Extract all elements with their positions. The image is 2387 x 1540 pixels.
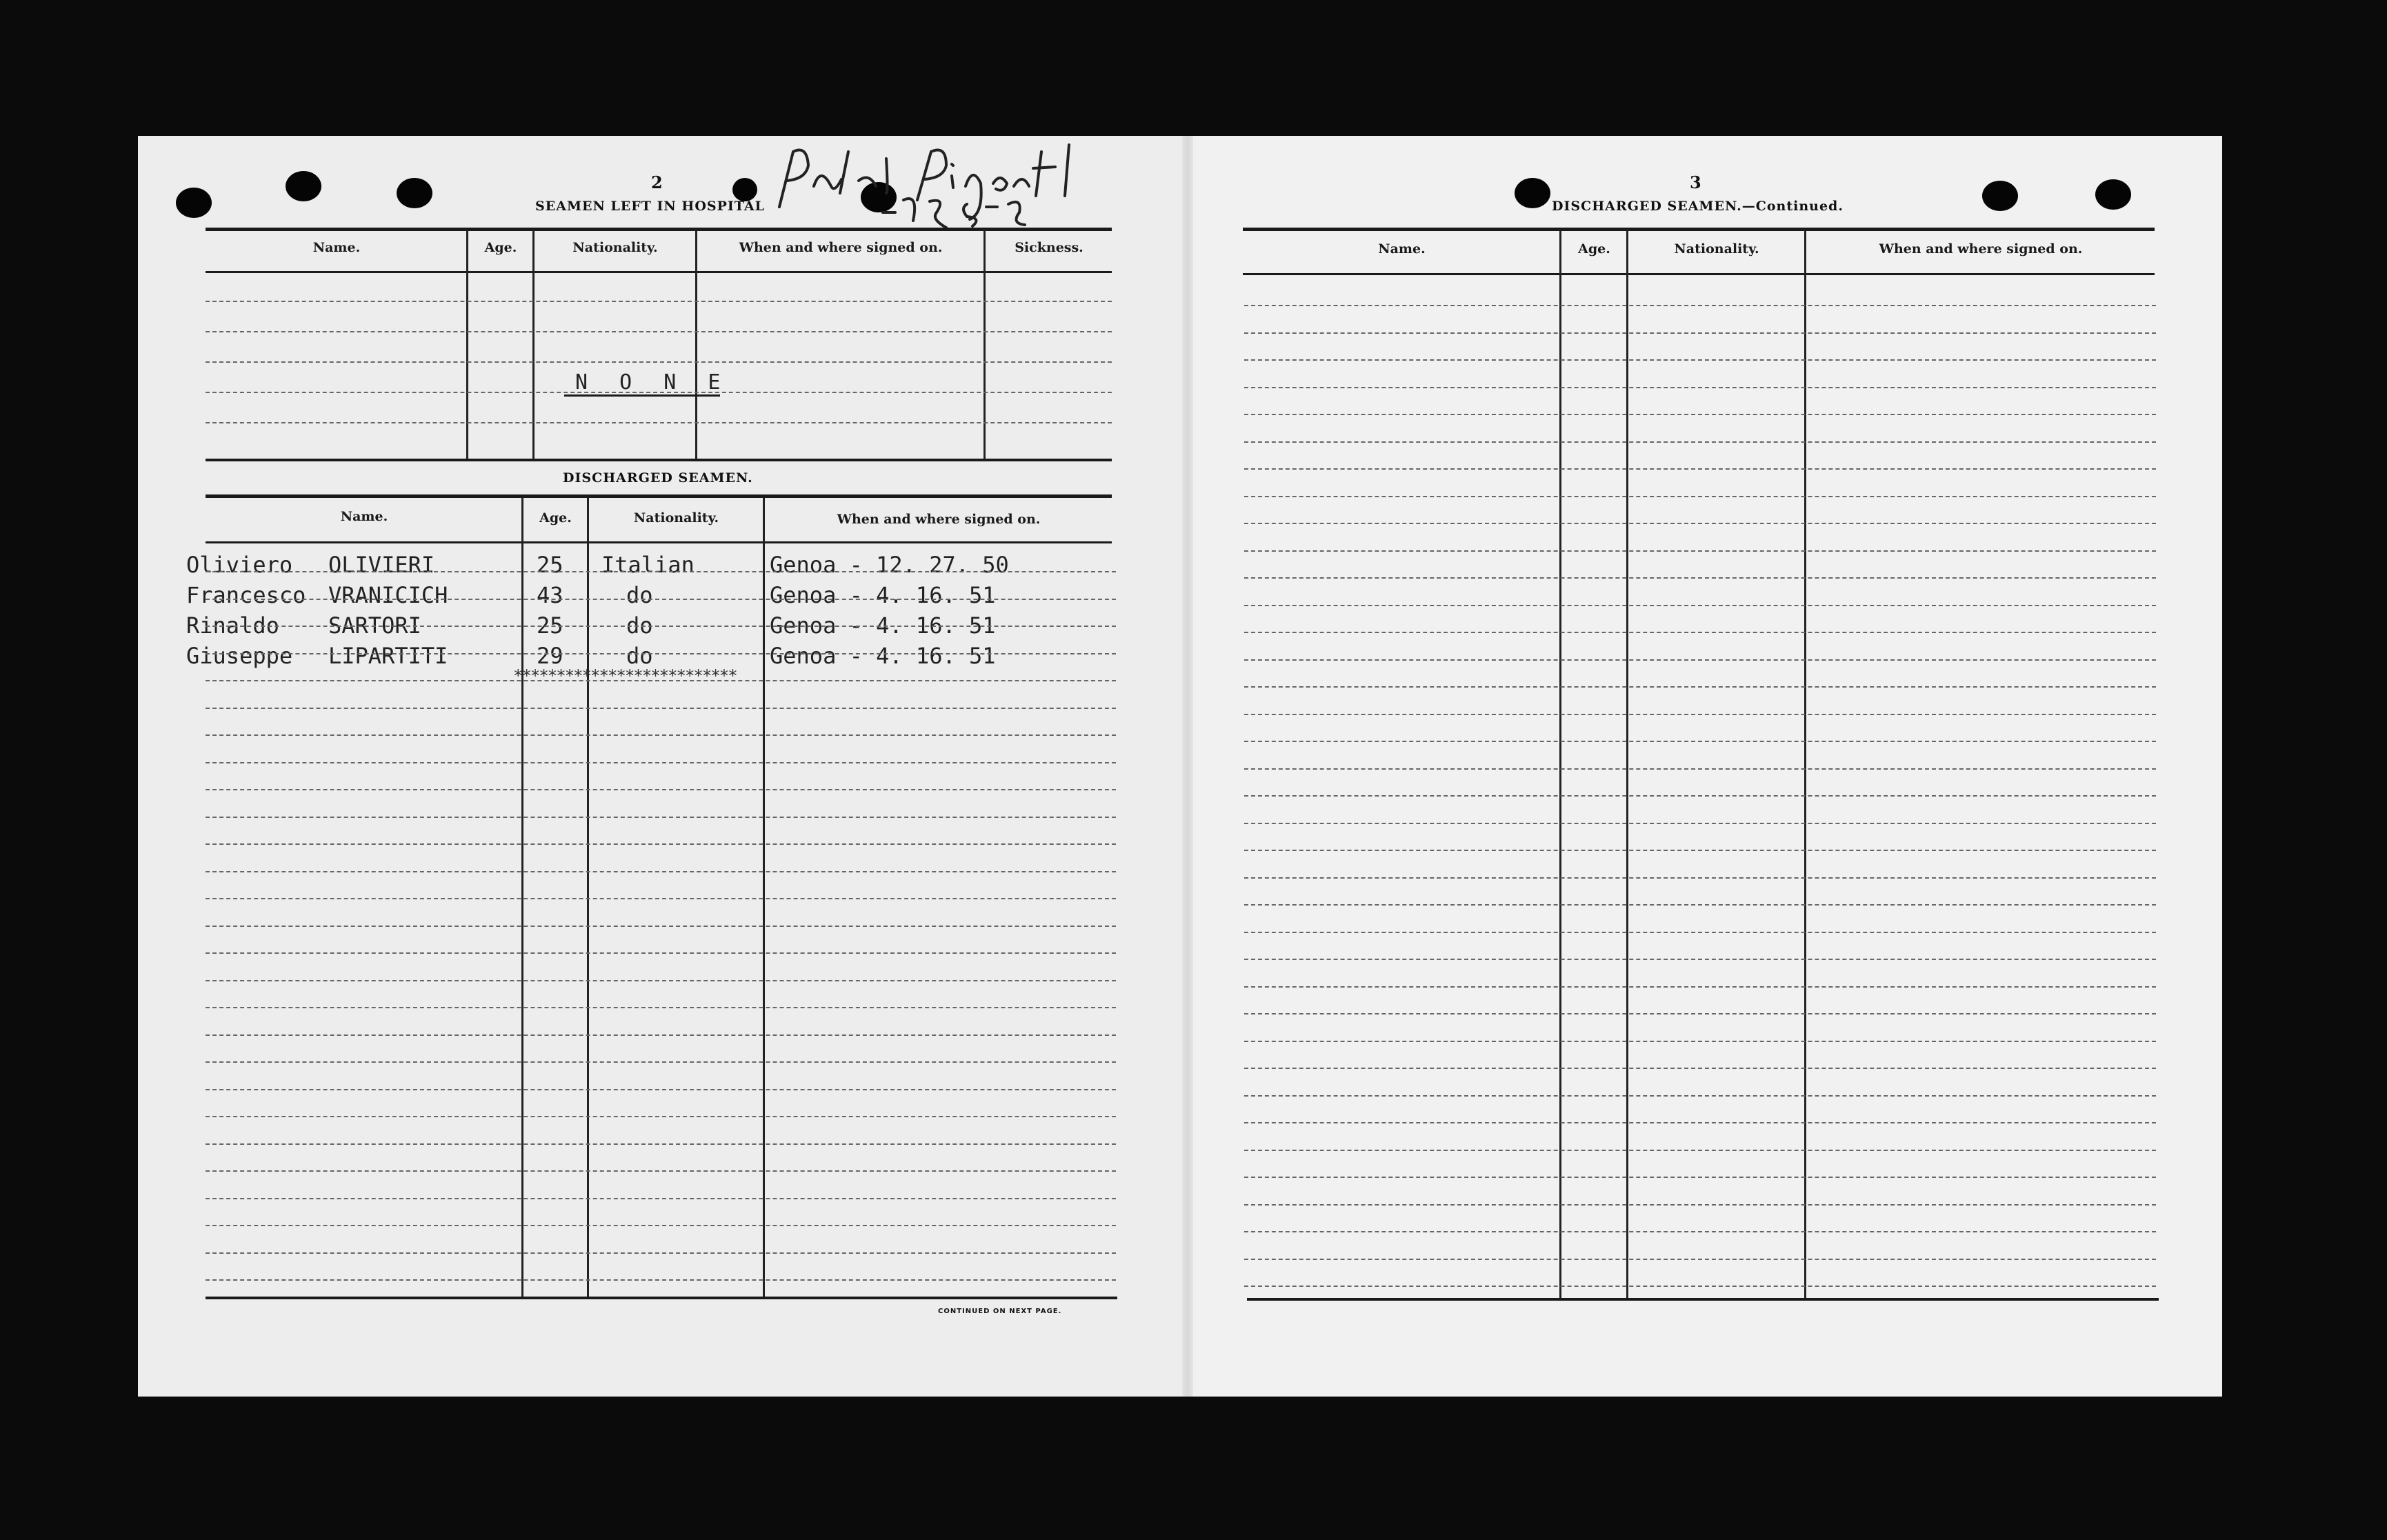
left-page (138, 136, 1188, 1397)
ruled-line (206, 1170, 1116, 1172)
seaman-signed-on: Genoa - 12. 27. 50 (770, 552, 1009, 578)
discharged-heading: DISCHARGED SEAMEN. (563, 470, 753, 486)
right-col-name: Name. (1378, 241, 1426, 257)
end-of-list-marker: ************************** (513, 666, 737, 686)
ruled-line (1244, 714, 2156, 715)
ruled-line (206, 926, 1116, 927)
ruled-line (206, 898, 1116, 899)
ruled-line (206, 952, 1116, 954)
seaman-age: 25 (537, 612, 563, 639)
ruled-line (206, 422, 1112, 423)
ruled-line (206, 789, 1116, 790)
right-col-divider (1804, 230, 1806, 1299)
ruled-line (1244, 523, 2156, 524)
seaman-last-name: VRANICICH (328, 582, 448, 608)
seaman-first-name: Giuseppe (186, 643, 293, 669)
ruled-line (1244, 1286, 2156, 1287)
ruled-line (206, 626, 1116, 627)
ruled-line (1244, 686, 2156, 688)
hospital-col-divider (532, 230, 535, 461)
seaman-first-name: Oliviero (186, 552, 293, 578)
ruled-line (1244, 959, 2156, 960)
ruled-line (1244, 605, 2156, 606)
seaman-nationality: do (626, 643, 653, 669)
ruled-line (1244, 441, 2156, 443)
seaman-signed-on: Genoa - 4. 16. 51 (770, 582, 996, 608)
ruled-line (1244, 1150, 2156, 1151)
punch-hole (397, 178, 432, 208)
seaman-nationality: do (626, 612, 653, 639)
seaman-last-name: OLIVIERI (328, 552, 435, 578)
right-col-signed-on: When and where signed on. (1879, 241, 2083, 257)
hospital-col-divider (466, 230, 468, 461)
ruled-line (1244, 414, 2156, 415)
ruled-line (206, 734, 1116, 736)
ruled-line (1244, 1013, 2156, 1014)
discharged-col-signed-on: When and where signed on. (837, 512, 1041, 527)
ruled-line (1244, 1041, 2156, 1042)
ruled-line (206, 1116, 1116, 1117)
ruled-line (206, 980, 1116, 981)
ruled-line (1244, 305, 2156, 306)
ruled-line (206, 871, 1116, 872)
hospital-none-underline (564, 394, 720, 397)
ruled-line (206, 843, 1116, 845)
ruled-line (1244, 496, 2156, 497)
ruled-line (1244, 741, 2156, 742)
ruled-line (1244, 1177, 2156, 1178)
seaman-signed-on: Genoa - 4. 16. 51 (770, 643, 996, 669)
ruled-line (206, 1198, 1116, 1199)
ruled-line (206, 361, 1112, 363)
hospital-table-bottom-rule (206, 459, 1112, 461)
hospital-col-name: Name. (312, 240, 361, 255)
discharged-col-nationality: Nationality. (633, 510, 719, 526)
ruled-line (1244, 823, 2156, 824)
seaman-first-name: Francesco (186, 582, 306, 608)
seaman-nationality: do (626, 582, 653, 608)
ruled-line (206, 571, 1116, 572)
hospital-header-rule (206, 271, 1112, 273)
ruled-line (1244, 795, 2156, 797)
right-col-divider (1626, 230, 1628, 1299)
ruled-line (1244, 577, 2156, 579)
punch-hole (176, 188, 212, 218)
hospital-col-sickness: Sickness. (1015, 240, 1083, 255)
right-page-heading: DISCHARGED SEAMEN.—Continued. (1552, 199, 1844, 214)
seaman-age: 29 (537, 643, 563, 669)
ruled-line (206, 1279, 1116, 1281)
right-col-nationality: Nationality. (1674, 241, 1759, 257)
punch-hole (1982, 181, 2018, 211)
ruled-line (206, 653, 1116, 654)
seaman-first-name: Rinaldo (186, 612, 279, 639)
ruled-line (206, 708, 1116, 709)
ruled-line (1244, 1204, 2156, 1206)
ruled-line (1244, 659, 2156, 661)
right-page (1188, 136, 2222, 1397)
hospital-table-top-rule (206, 228, 1112, 231)
ruled-line (1244, 850, 2156, 851)
seaman-age: 43 (537, 582, 563, 608)
ruled-line (206, 680, 1116, 681)
ruled-line (206, 762, 1116, 763)
left-page-number: 2 (651, 172, 663, 192)
ruled-line (206, 301, 1112, 302)
ruled-line (206, 599, 1116, 600)
page-fold (1182, 136, 1193, 1397)
ruled-line (1244, 986, 2156, 988)
ruled-line (206, 392, 1112, 393)
ruled-line (1244, 1231, 2156, 1232)
ruled-line (206, 1252, 1116, 1254)
seaman-last-name: SARTORI (328, 612, 421, 639)
right-col-divider (1559, 230, 1561, 1299)
hospital-heading: SEAMEN LEFT IN HOSPITAL (535, 199, 765, 214)
ruled-line (1244, 359, 2156, 361)
continued-footer: CONTINUED ON NEXT PAGE. (938, 1308, 1062, 1315)
signature (766, 138, 1124, 234)
ruled-line (1244, 550, 2156, 552)
ruled-line (206, 817, 1116, 818)
ruled-line (1244, 468, 2156, 470)
ruled-line (1244, 1259, 2156, 1260)
seaman-signed-on: Genoa - 4. 16. 51 (770, 612, 996, 639)
ruled-line (1244, 387, 2156, 388)
punch-hole (1515, 178, 1550, 208)
ruled-line (206, 1007, 1116, 1008)
right-col-age: Age. (1578, 241, 1610, 257)
ruled-line (1244, 904, 2156, 906)
ruled-line (206, 1143, 1116, 1145)
discharged-header-rule (206, 541, 1112, 543)
punch-hole (2095, 179, 2131, 210)
right-table-bottom-rule (1247, 1298, 2159, 1301)
ruled-line (1244, 768, 2156, 770)
ruled-line (1244, 1122, 2156, 1123)
hospital-col-divider (695, 230, 697, 461)
right-header-rule (1243, 273, 2155, 275)
right-table-top-rule (1243, 228, 2155, 231)
right-page-number: 3 (1690, 172, 1701, 192)
seaman-nationality: Italian (601, 552, 695, 578)
hospital-col-nationality: Nationality. (572, 240, 658, 255)
signature-graphic (779, 145, 1069, 228)
ruled-line (206, 1089, 1116, 1090)
ruled-line (1244, 632, 2156, 633)
ruled-line (206, 1061, 1116, 1063)
ruled-line (1244, 877, 2156, 879)
ruled-line (1244, 1068, 2156, 1069)
discharged-col-age: Age. (539, 510, 572, 526)
ruled-line (1244, 1095, 2156, 1097)
hospital-none-entry: N O N E (575, 370, 730, 394)
discharged-col-name: Name. (340, 509, 388, 524)
hospital-col-divider (983, 230, 986, 461)
hospital-col-signed-on: When and where signed on. (739, 240, 943, 255)
punch-hole (286, 171, 321, 201)
ruled-line (206, 331, 1112, 332)
ruled-line (1244, 332, 2156, 334)
ruled-line (206, 1034, 1116, 1036)
ruled-line (206, 1225, 1116, 1226)
seaman-age: 25 (537, 552, 563, 578)
ruled-line (1244, 932, 2156, 933)
punch-hole (732, 178, 757, 201)
discharged-top-rule (206, 494, 1112, 498)
hospital-col-age: Age. (484, 240, 517, 255)
seaman-last-name: LIPARTITI (328, 643, 448, 669)
discharged-bottom-rule (206, 1297, 1117, 1299)
